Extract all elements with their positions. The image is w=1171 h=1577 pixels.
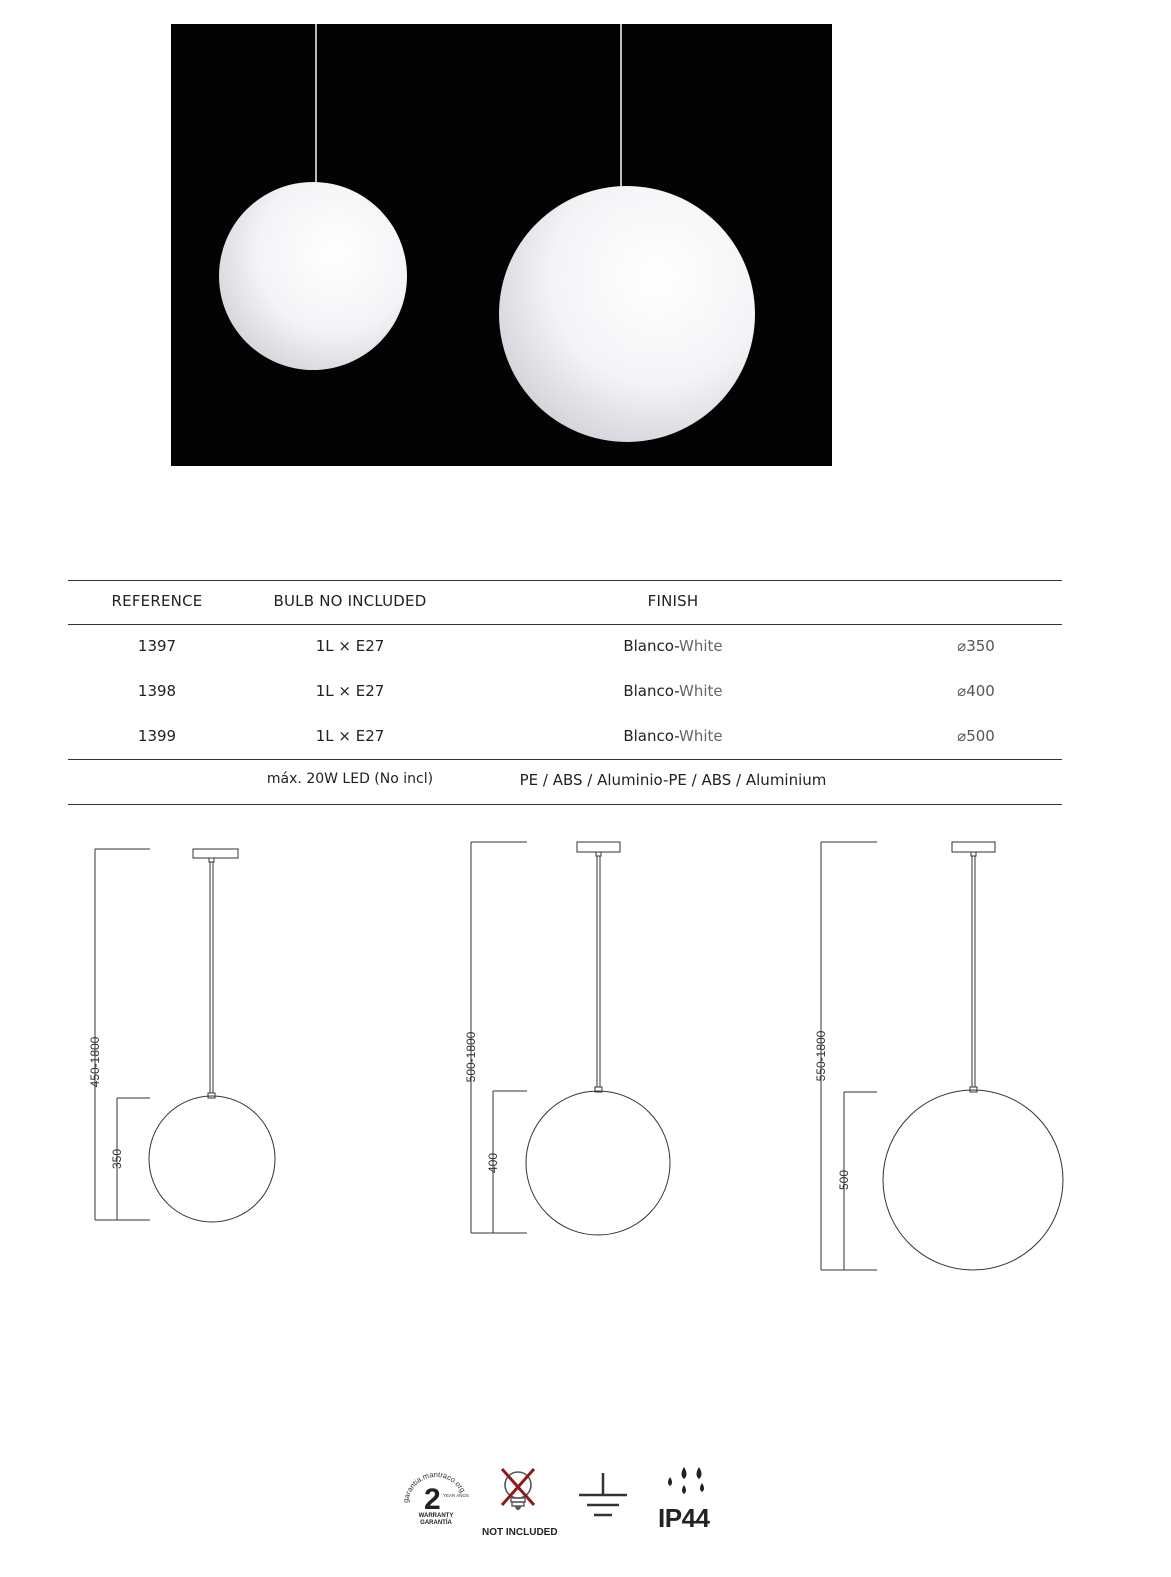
row-2-diameter: ⌀400 (957, 682, 995, 700)
row-3-bulb: 1L × E27 (315, 727, 385, 745)
row-2-finish (623, 682, 722, 700)
pendant-globes-image (171, 24, 832, 466)
drawing-3-height-label: 550-1800 (814, 1030, 828, 1082)
certification-badges (400, 1465, 730, 1545)
finish-es: Blanco (623, 682, 675, 700)
row-1-bulb: 1L × E27 (315, 637, 385, 655)
table-top-rule (68, 580, 1062, 581)
warranty-badge-icon (400, 1465, 472, 1535)
header-bulb: BULB NO INCLUDED (273, 592, 427, 610)
drawing-2-height-label: 500-1800 (464, 1031, 478, 1083)
warranty-line1: WARRANTY (418, 1513, 454, 1519)
warranty-years: YEAR AÑOS (443, 1493, 470, 1498)
row-1-reference: 1397 (137, 637, 177, 655)
globe-small (219, 182, 407, 370)
earth-ground-icon (578, 1473, 628, 1523)
footer-materials: PE / ABS / Aluminio-PE / ABS / Aluminium (519, 771, 827, 789)
finish-en: White (679, 727, 723, 745)
row-1-finish (623, 637, 722, 655)
footer-power: máx. 20W LED (No incl) (266, 771, 434, 787)
drawing-2 (471, 842, 670, 1235)
finish-es: Blanco (623, 727, 675, 745)
globe-large (499, 186, 755, 442)
drawing-1-height-label: 450-1800 (88, 1036, 102, 1088)
warranty-line2: GARANTÍA (420, 1520, 452, 1526)
drawing-3 (821, 842, 1063, 1270)
ip-rating-label: IP44 (658, 1503, 710, 1533)
finish-sep: - (674, 637, 680, 655)
row-3-reference: 1399 (137, 727, 177, 745)
warranty-number: 2 (424, 1483, 441, 1516)
row-3-diameter: ⌀500 (957, 727, 995, 745)
row-1-diameter: ⌀350 (957, 637, 995, 655)
drawing-3-diameter-label: 500 (837, 1169, 851, 1191)
row-3-finish (623, 727, 722, 745)
finish-en: White (679, 682, 723, 700)
warranty-url: garantia.mantraco.org (401, 1469, 468, 1504)
not-included-label: NOT INCLUDED (482, 1527, 558, 1538)
drawing-2-diameter-label: 400 (486, 1152, 500, 1174)
drawing-1-diameter-label: 350 (110, 1148, 124, 1170)
technical-drawings (0, 830, 1171, 1300)
header-reference: REFERENCE (111, 592, 203, 610)
finish-en: White (679, 637, 723, 655)
finish-es: Blanco (623, 637, 675, 655)
row-2-reference: 1398 (137, 682, 177, 700)
row-2-bulb: 1L × E27 (315, 682, 385, 700)
table-header-rule (68, 624, 1062, 625)
finish-sep: - (674, 682, 680, 700)
finish-sep: - (674, 727, 680, 745)
header-finish: FINISH (647, 592, 699, 610)
table-bottom-rule (68, 804, 1062, 805)
water-drops-icon (662, 1465, 722, 1505)
crossed-bulb-icon (498, 1465, 542, 1523)
product-photo (171, 24, 832, 466)
table-body-rule (68, 759, 1062, 760)
